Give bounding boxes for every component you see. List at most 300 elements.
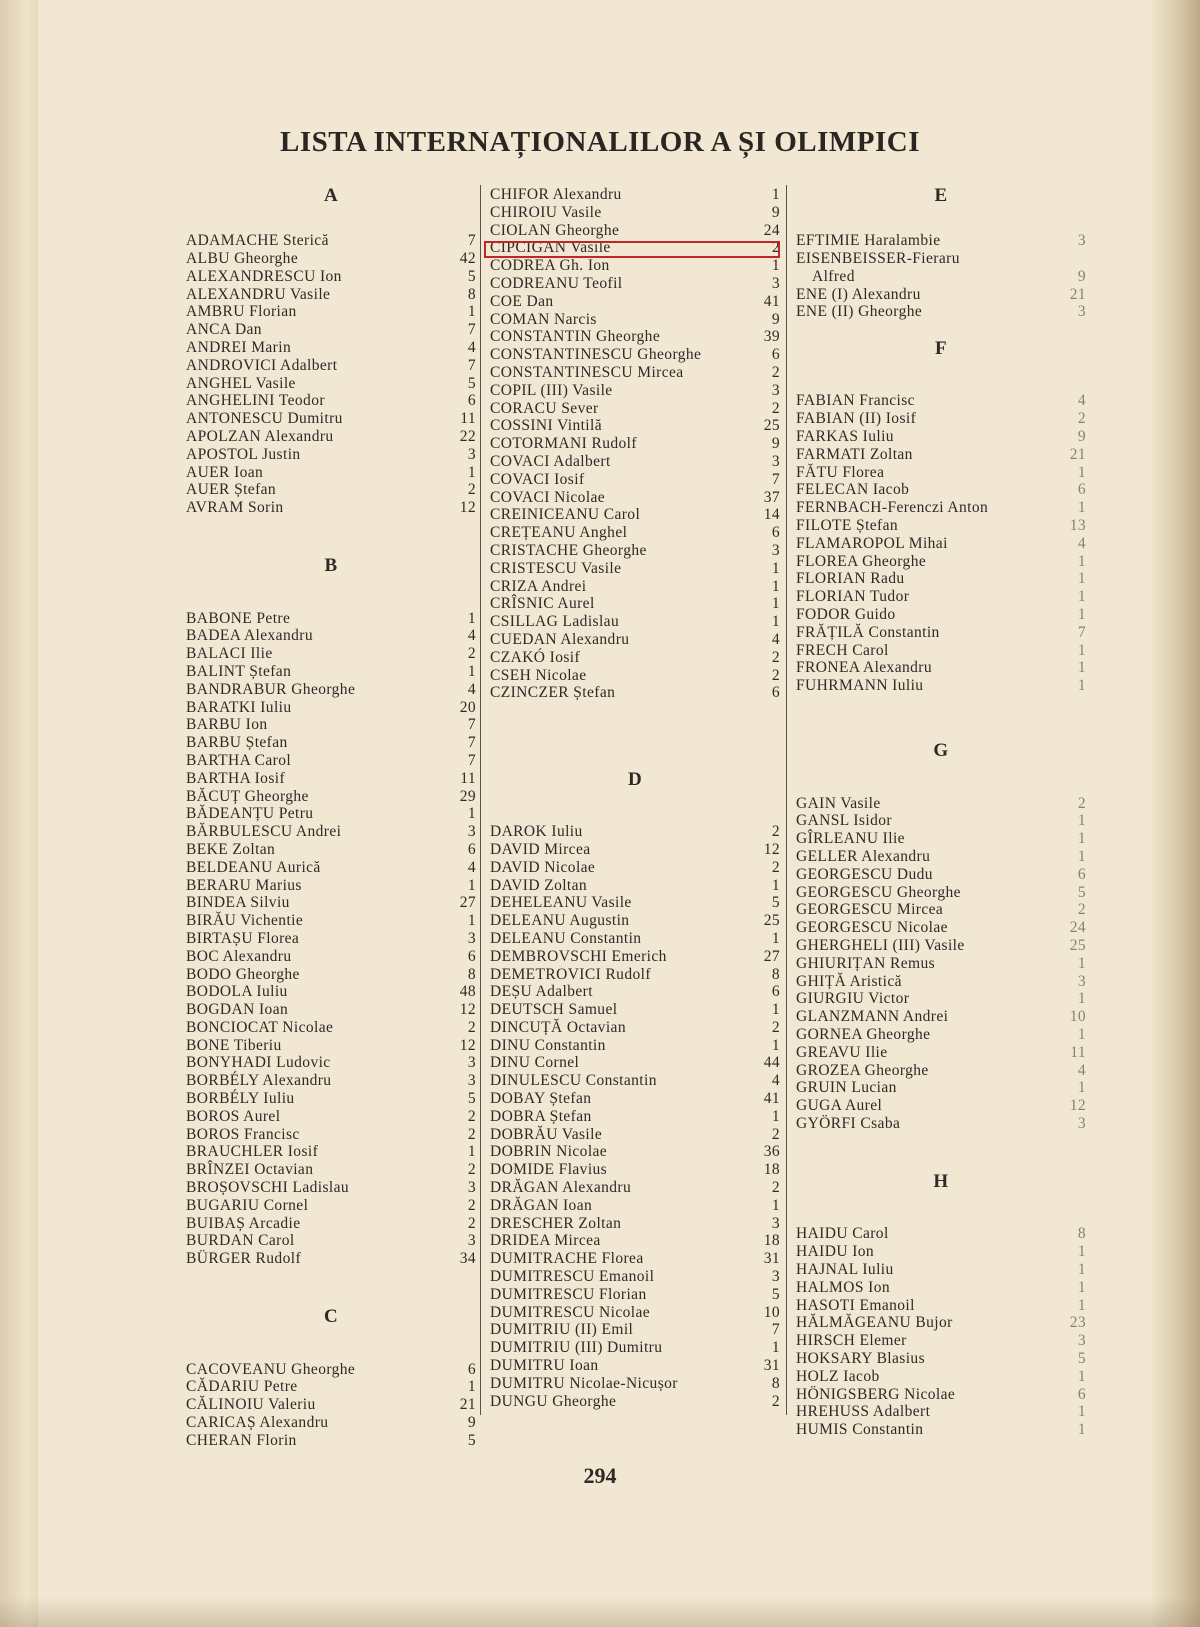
player-name: BALACI Ilie [186,645,273,663]
player-name: FLORIAN Tudor [796,588,910,606]
list-entry [186,930,476,948]
list-entry [186,1197,476,1215]
caps-count: 1 [467,876,476,894]
list-entry [490,435,780,453]
player-name: HÖNIGSBERG Nicolae [796,1385,956,1403]
player-name: BORBÉLY Iuliu [186,1090,295,1108]
caps-count: 2 [771,363,780,381]
player-name: DINU Cornel [490,1054,580,1072]
list-entry [796,232,1086,250]
player-name: GELLER Alexandru [796,848,931,866]
section-heading [186,186,476,206]
list-entry [796,1062,1086,1080]
bottom-page-shadow [0,1597,1200,1627]
section-letter: D [627,768,643,790]
caps-count: 3 [1077,303,1086,321]
caps-count: 4 [771,630,780,648]
list-entry [490,364,780,382]
player-name: CUEDAN Alexandru [490,630,630,648]
player-name: CHERAN Florin [186,1431,297,1449]
caps-count: 41 [763,292,780,310]
player-name: COSSINI Vintilă [490,417,603,435]
caps-count: 12 [459,499,476,517]
caps-count: 1 [771,595,780,613]
player-name: HUMIS Constantin [796,1421,924,1439]
caps-count: 9 [467,1413,476,1431]
player-name: COVACI Iosif [490,470,585,488]
caps-count: 25 [1069,937,1086,955]
list-entry [796,1044,1086,1062]
list-entry [796,1314,1086,1332]
caps-count: 11 [460,769,476,787]
list-entry [186,286,476,304]
list-entry [490,823,780,841]
list-entry [490,649,780,667]
player-name: GAIN Vasile [796,794,881,812]
caps-count: 7 [467,751,476,769]
caps-count: 2 [771,1018,780,1036]
player-name: FARMATI Zoltan [796,445,913,463]
player-name: DELEANU Augustin [490,912,630,930]
caps-count: 1 [1077,1026,1086,1043]
player-name: HOKSARY Blasius [796,1349,926,1367]
caps-count: 1 [467,662,476,680]
list-entry [186,681,476,699]
list-entry [186,983,476,1001]
caps-count: 3 [467,1072,476,1090]
caps-count: 5 [771,894,780,912]
section-gap [796,761,1086,794]
caps-count: 39 [763,328,780,346]
column-3 [796,186,1086,1439]
caps-count: 8 [467,965,476,983]
player-name: FRECH Carol [796,641,889,659]
list-entry [490,1268,780,1286]
player-name: GHIURIȚAN Remus [796,954,936,972]
player-name: ANGHEL Vasile [186,374,296,392]
player-name: BĂCUȚ Gheorghe [186,787,309,805]
list-entry [186,1001,476,1019]
caps-count: 13 [1069,517,1086,535]
player-name: HĂLMĂGEANU Bujor [796,1314,953,1332]
player-name: DEMETROVICI Rudolf [490,965,651,983]
list-entry [796,570,1086,588]
player-name: FARKAS Iuliu [796,428,894,446]
caps-count: 24 [763,221,780,239]
list-entry [186,232,476,250]
column-divider-right [786,185,787,1415]
list-entry [490,1357,780,1375]
caps-count: 1 [1077,463,1086,481]
player-name: DINCUȚĂ Octavian [490,1018,626,1036]
player-name: ADAMACHE Sterică [186,232,329,250]
list-entry [796,973,1086,991]
list-entry [186,752,476,770]
caps-count: 11 [460,410,476,428]
caps-count: 1 [771,1196,780,1214]
list-entry [186,1161,476,1179]
list-entry [490,894,780,912]
list-entry [796,303,1086,321]
player-name: APOLZAN Alexandru [186,428,334,446]
list-entry [490,1108,780,1126]
list-entry [796,1026,1086,1044]
player-name: BALINT Ștefan [186,662,292,680]
player-name: GLANZMANN Andrei [796,1008,949,1026]
list-entry [186,1396,476,1414]
list-entry [186,410,476,428]
caps-count: 36 [763,1143,780,1161]
list-entry [186,948,476,966]
list-entry [796,553,1086,571]
list-entry [186,1019,476,1037]
caps-count: 1 [467,303,476,321]
caps-count: 1 [771,613,780,631]
section-letter: B [324,555,338,577]
caps-count: 29 [459,787,476,805]
list-entry [796,464,1086,482]
list-entry [186,734,476,752]
list-entry [186,303,476,321]
list-entry [796,848,1086,866]
list-entry [490,328,780,346]
caps-count: 9 [771,435,780,453]
player-name: Alfred [812,267,855,285]
list-entry [490,400,780,418]
list-entry [796,659,1086,677]
list-entry [490,1037,780,1055]
list-entry [796,990,1086,1008]
caps-count: 14 [763,506,780,524]
list-entry [186,788,476,806]
page-number: 294 [583,1463,617,1488]
caps-count: 6 [467,947,476,965]
caps-count: 1 [1077,1403,1086,1421]
caps-count: 27 [763,947,780,965]
list-entry [186,877,476,895]
highlight-box [484,241,780,258]
caps-count: 8 [771,1374,780,1392]
list-entry [796,884,1086,902]
list-entry [186,663,476,681]
list-entry [490,1019,780,1037]
player-name: BOC Alexandru [186,947,292,965]
caps-count: 1 [1077,570,1086,588]
list-entry [796,446,1086,464]
list-entry [490,560,780,578]
caps-count: 1 [1077,499,1086,517]
caps-count: 1 [467,609,476,627]
caps-count: 12 [1069,1097,1086,1115]
player-name: ANTONESCU Dumitru [186,410,343,428]
caps-count: 2 [467,1107,476,1125]
player-name: DOBRĂU Vasile [490,1125,603,1143]
caps-count: 2 [467,1161,476,1179]
player-name: BOGDAN Ioan [186,1001,289,1019]
list-entry [490,222,780,240]
player-name: CARICAȘ Alexandru [186,1413,329,1431]
player-name: FODOR Guido [796,606,896,623]
caps-count: 6 [467,1360,476,1378]
list-entry [186,1108,476,1126]
list-entry [490,1304,780,1322]
caps-count: 2 [771,399,780,417]
player-name: CREȚEANU Anghel [490,524,628,542]
list-entry [490,930,780,948]
caps-count: 3 [467,1054,476,1072]
player-name: CRÎSNIC Aurel [490,595,595,613]
list-entry [490,595,780,613]
list-entry [490,1393,780,1411]
caps-count: 5 [771,1285,780,1303]
list-entry [490,1179,780,1197]
list-entry [490,1197,780,1215]
list-entry [796,286,1086,304]
player-name: CIPCIGAN Vasile [490,239,611,257]
player-name: GORNEA Gheorghe [796,1026,931,1043]
list-entry [796,1261,1086,1279]
caps-count: 3 [467,1179,476,1197]
player-name: DRIDEA Mircea [490,1232,601,1250]
player-name: CRIZA Andrei [490,577,587,595]
player-name: HAIDU Carol [796,1225,889,1243]
player-name: DRĂGAN Alexandru [490,1179,632,1197]
caps-count: 4 [467,627,476,645]
list-entry [796,588,1086,606]
player-name: CZAKÓ Iosif [490,648,581,666]
player-name: BINDEA Silviu [186,894,290,912]
player-name: CĂDARIU Petre [186,1378,298,1396]
player-name: BORBÉLY Alexandru [186,1072,332,1090]
player-name: GEORGESCU Mircea [796,901,944,919]
list-entry [186,770,476,788]
player-name: FELECAN Iacob [796,481,910,499]
caps-count: 1 [1077,659,1086,677]
player-name: EFTIMIE Haralambie [796,232,941,250]
player-name: DRĂGAN Ioan [490,1196,593,1214]
list-entry [490,1286,780,1304]
player-name: COVACI Nicolae [490,488,606,506]
list-entry [796,1008,1086,1026]
caps-count: 7 [771,1321,780,1339]
caps-count: 12 [459,1036,476,1054]
list-entry [796,901,1086,919]
caps-count: 5 [1077,1349,1086,1367]
list-entry [186,1378,476,1396]
player-name: GROZEA Gheorghe [796,1061,929,1079]
caps-count: 2 [771,1179,780,1197]
caps-count: 44 [763,1054,780,1072]
player-name: DAVID Nicolae [490,858,596,876]
caps-count: 1 [1077,1243,1086,1261]
caps-count: 5 [467,1431,476,1449]
section-spacer [796,1133,1086,1172]
list-entry [490,417,780,435]
player-name: BABONE Petre [186,609,291,627]
section-heading [186,556,476,576]
player-name: BONE Tiberiu [186,1036,282,1054]
section-gap [186,1327,476,1360]
caps-count: 2 [771,1392,780,1410]
caps-count: 5 [467,374,476,392]
caps-count: 3 [771,274,780,292]
player-name: BARTHA Carol [186,751,292,769]
list-entry [796,1097,1086,1115]
list-entry [490,1126,780,1144]
section-gap [490,790,780,823]
caps-count: 1 [1077,1260,1086,1278]
caps-count: 1 [467,912,476,930]
list-entry [186,321,476,339]
list-entry [490,912,780,930]
section-heading [490,770,780,790]
column-1 [186,186,476,1450]
list-entry [796,937,1086,955]
caps-count: 2 [467,1214,476,1232]
section-letter: G [933,740,949,762]
list-entry [796,517,1086,535]
section-heading [796,186,1086,206]
caps-count: 1 [771,577,780,595]
list-entry [186,912,476,930]
caps-count: 6 [1077,1385,1086,1403]
list-entry [796,499,1086,517]
caps-count: 4 [467,680,476,698]
list-entry [796,1332,1086,1350]
caps-count: 21 [459,1396,476,1414]
list-entry [490,1072,780,1090]
caps-count: 10 [763,1303,780,1321]
caps-count: 18 [763,1161,780,1179]
list-entry [796,1421,1086,1439]
caps-count: 2 [771,858,780,876]
list-entry [490,204,780,222]
player-name: DEMBROVSCHI Emerich [490,947,667,965]
caps-count: 42 [459,250,476,268]
player-name: CRISTACHE Gheorghe [490,541,647,559]
caps-count: 41 [763,1090,780,1108]
list-entry [490,1161,780,1179]
section-letter: H [933,1170,949,1192]
player-name: BARATKI Iuliu [186,698,292,716]
caps-count: 34 [459,1250,476,1268]
caps-count: 4 [1077,392,1086,410]
caps-count: 1 [1077,1367,1086,1385]
player-name: BUGARIU Cornel [186,1196,309,1214]
caps-count: 1 [1077,990,1086,1008]
player-name: DUMITRESCU Emanoil [490,1268,655,1286]
caps-count: 1 [1077,641,1086,659]
player-name: CONSTANTIN Gheorghe [490,328,661,346]
player-name: DUMITRU Nicolae-Nicușor [490,1374,678,1392]
player-name: DINU Constantin [490,1036,606,1054]
caps-count: 7 [1077,623,1086,641]
player-name: DUMITRESCU Nicolae [490,1303,651,1321]
list-entry [490,578,780,596]
player-name: BOROS Aurel [186,1107,281,1125]
list-entry [186,645,476,663]
list-entry [490,1090,780,1108]
player-name: BODO Gheorghe [186,965,300,983]
caps-count: 24 [1069,919,1086,937]
player-name: CIOLAN Gheorghe [490,221,620,239]
player-name: CHIFOR Alexandru [490,186,622,203]
caps-count: 6 [1077,865,1086,883]
list-entry [186,1361,476,1379]
player-name: DUMITRIU (II) Emil [490,1321,634,1339]
list-entry [186,966,476,984]
list-entry [186,481,476,499]
caps-count: 2 [467,1018,476,1036]
caps-count: 5 [467,1090,476,1108]
caps-count: 3 [771,541,780,559]
list-entry [796,866,1086,884]
caps-count: 6 [771,684,780,702]
player-name: BELDEANU Aurică [186,858,321,876]
list-entry [186,1037,476,1055]
player-name: DOBAY Ștefan [490,1090,592,1108]
caps-count: 1 [1077,848,1086,866]
caps-count: 23 [1069,1314,1086,1332]
caps-count: 3 [1077,1114,1086,1132]
caps-count: 1 [1077,677,1086,695]
player-name: GANSL Isidor [796,812,892,830]
list-entry [490,489,780,507]
player-name: BODOLA Iuliu [186,983,288,1001]
player-name: GYÖRFI Csaba [796,1114,901,1132]
caps-count: 1 [771,559,780,577]
list-entry [490,859,780,877]
list-entry [490,453,780,471]
player-name: HOLZ Iacob [796,1367,880,1385]
caps-count: 8 [771,965,780,983]
list-entry [796,812,1086,830]
player-name: GEORGESCU Gheorghe [796,883,961,901]
player-name: CHIROIU Vasile [490,203,602,221]
player-name: BANDRABUR Gheorghe [186,680,356,698]
player-name: DOMIDE Flavius [490,1161,608,1179]
player-name: BONYHADI Ludovic [186,1054,331,1072]
player-name: ANDREI Marin [186,339,292,357]
list-entry [186,823,476,841]
page-title: LISTA INTERNAȚIONALILOR A ȘI OLIMPICI [279,126,921,158]
section-spacer [796,695,1086,741]
section-gap [186,576,476,609]
caps-count: 7 [467,321,476,339]
player-name: DOBRA Ștefan [490,1107,592,1125]
list-entry [490,542,780,560]
caps-count: 2 [771,823,780,841]
player-name: ENE (II) Gheorghe [796,303,923,321]
player-name: FERNBACH-Ferenczi Anton [796,499,989,517]
caps-count: 37 [763,488,780,506]
player-name: DRESCHER Zoltan [490,1214,622,1232]
caps-count: 3 [1077,972,1086,990]
section-gap [796,1192,1086,1225]
player-name: FRĂȚILĂ Constantin [796,623,940,641]
caps-count: 22 [459,428,476,446]
player-name: CSILLAG Ladislau [490,613,620,631]
caps-count: 3 [771,1214,780,1232]
list-entry [186,357,476,375]
list-entry [796,1386,1086,1404]
player-name: COVACI Adalbert [490,452,611,470]
caps-count: 2 [771,648,780,666]
list-entry [490,1215,780,1233]
caps-count: 1 [771,1036,780,1054]
caps-count: 1 [1077,1296,1086,1314]
list-entry [186,428,476,446]
